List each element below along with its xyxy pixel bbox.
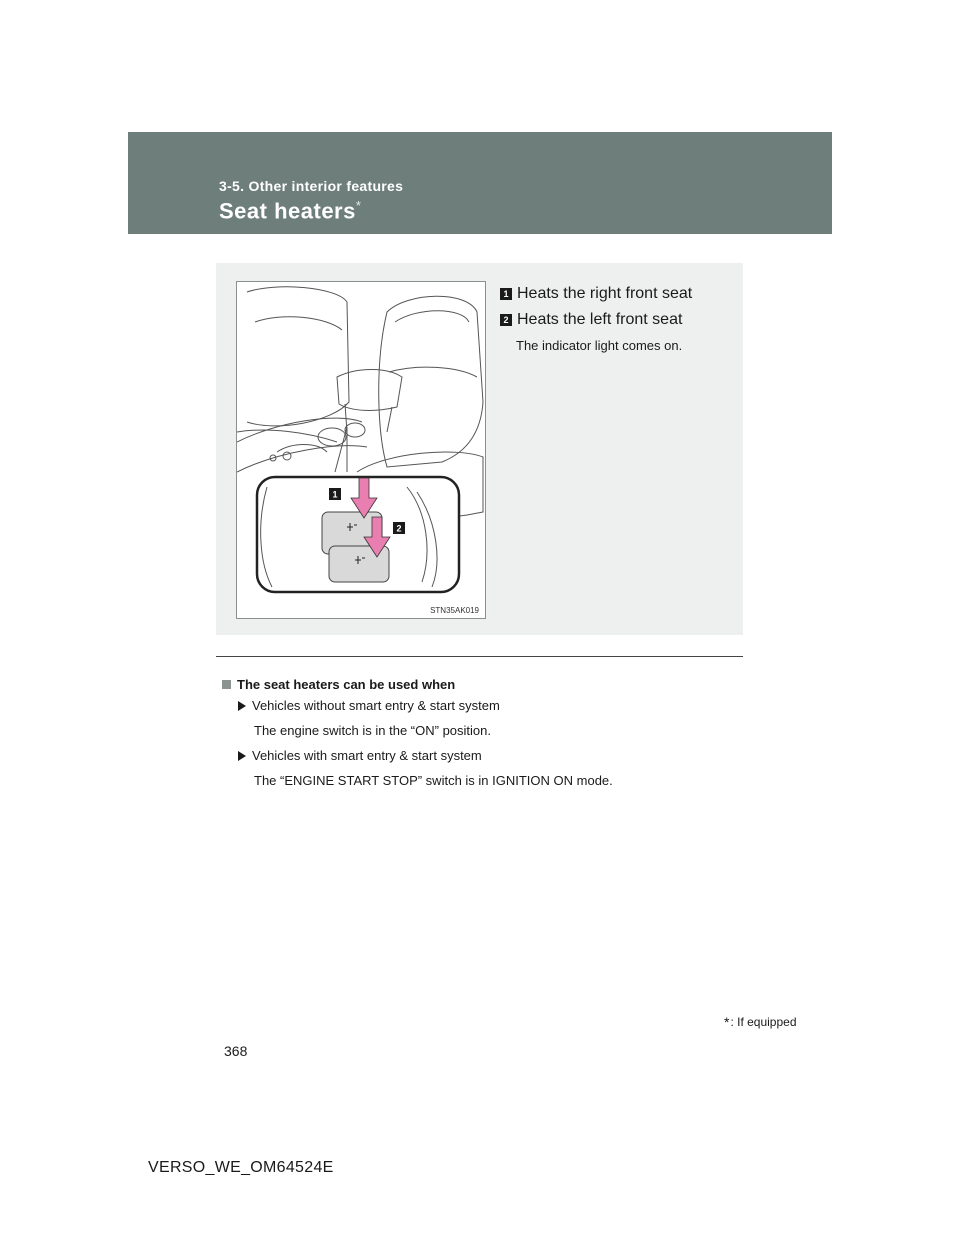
- callout-text: Heats the left front seat: [517, 311, 683, 328]
- usage-condition-label: [222, 693, 742, 718]
- usage-condition-text: The “ENGINE START STOP” switch is in IGNITION ON mode.: [254, 773, 613, 788]
- usage-note: [222, 675, 742, 793]
- seat-heater-illustration: [236, 281, 486, 619]
- callout-item: [500, 307, 735, 333]
- callout-item: [500, 281, 735, 307]
- footnote-marker: *: [724, 1014, 730, 1030]
- page-title-text: Seat heaters: [219, 198, 356, 224]
- illustration-drawing: [237, 282, 485, 618]
- illustration-code: STN35AK019: [430, 606, 479, 615]
- illustration-badge-2: 2: [396, 523, 402, 534]
- page-number: 368: [224, 1043, 248, 1059]
- callout-number-badge: 2: [500, 314, 512, 326]
- page-title: [219, 198, 361, 224]
- usage-condition-text: The engine switch is in the “ON” position.: [254, 723, 491, 738]
- footnote: [724, 1014, 797, 1030]
- section-divider: [216, 656, 743, 657]
- footnote-text: : If equipped: [730, 1015, 797, 1029]
- usage-condition-label: [222, 743, 742, 768]
- title-marker: *: [355, 198, 362, 213]
- usage-note-heading: [222, 675, 742, 693]
- callout-text: Heats the right front seat: [517, 285, 693, 302]
- document-code: VERSO_WE_OM64524E: [148, 1159, 334, 1176]
- triangle-bullet-icon: [238, 751, 246, 761]
- callout-note: The indicator light comes on.: [516, 338, 683, 353]
- section-label: 3-5. Other interior features: [219, 178, 404, 194]
- usage-note-heading-text: The seat heaters can be used when: [237, 676, 456, 692]
- square-bullet-icon: [222, 680, 231, 689]
- usage-condition-label-text: Vehicles without smart entry & start system: [252, 698, 500, 713]
- callout-list: [500, 281, 735, 333]
- callout-number-badge: 1: [500, 288, 512, 300]
- triangle-bullet-icon: [238, 701, 246, 711]
- usage-condition-label-text: Vehicles with smart entry & start system: [252, 748, 482, 763]
- illustration-badge-1: 1: [332, 489, 338, 500]
